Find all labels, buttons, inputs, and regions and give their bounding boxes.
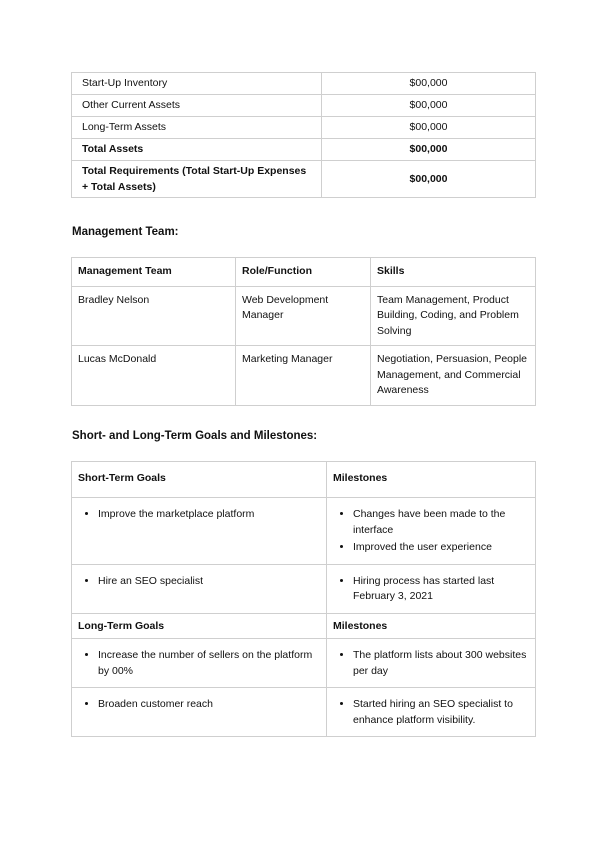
list-item: • Hiring process has started last February 3, 2021	[353, 574, 529, 605]
goal-list	[78, 648, 320, 679]
member-role: Marketing Manager	[236, 346, 371, 406]
column-header: Role/Function	[236, 258, 371, 287]
member-name: Bradley Nelson	[72, 286, 236, 346]
goal-list	[78, 697, 320, 713]
total-requirements-label: Total Requirements (Total Start-Up Expenses + Total Assets)	[72, 161, 322, 198]
table-row	[72, 564, 536, 613]
asset-value: $00,000	[322, 95, 536, 117]
list-item: • The platform lists about 300 websites per day	[353, 648, 529, 679]
list-item: • Changes have been made to the interface	[353, 507, 529, 538]
milestone-cell	[327, 498, 536, 565]
table-row	[72, 639, 536, 688]
goal-cell	[72, 688, 327, 737]
column-header: Skills	[371, 258, 536, 287]
total-assets-label: Total Assets	[72, 139, 322, 161]
goals-heading: Short- and Long-Term Goals and Milestones:	[72, 430, 318, 442]
member-skills: Negotiation, Persuasion, People Management, and Commercial Awareness	[371, 346, 536, 406]
member-role: Web Development Manager	[236, 286, 371, 346]
list-item: • Broaden customer reach	[98, 697, 320, 713]
list-item: • Started hiring an SEO specialist to enhance platform visibility.	[353, 697, 529, 728]
list-item: • Improved the user experience	[353, 540, 529, 556]
table-row	[72, 161, 536, 198]
goals-table	[71, 461, 536, 737]
column-header: Short-Term Goals	[72, 462, 327, 498]
total-assets-value: $00,000	[322, 139, 536, 161]
milestone-cell	[327, 688, 536, 737]
table-header-row	[72, 258, 536, 287]
management-table	[71, 257, 536, 406]
table-row	[72, 688, 536, 737]
table-row	[72, 346, 536, 406]
milestone-list	[333, 574, 529, 605]
table-header-row	[72, 462, 536, 498]
goal-cell	[72, 639, 327, 688]
asset-value: $00,000	[322, 117, 536, 139]
goal-list	[78, 507, 320, 523]
milestone-list	[333, 697, 529, 728]
table-row	[72, 117, 536, 139]
member-skills: Team Management, Product Building, Coding, and Problem Solving	[371, 286, 536, 346]
list-item: • Hire an SEO specialist	[98, 574, 320, 590]
goal-cell	[72, 564, 327, 613]
milestone-cell	[327, 639, 536, 688]
table-row	[72, 139, 536, 161]
goal-list	[78, 574, 320, 590]
member-name: Lucas McDonald	[72, 346, 236, 406]
milestone-list	[333, 648, 529, 679]
list-item: • Increase the number of sellers on the platform by 00%	[98, 648, 320, 679]
management-team-heading: Management Team:	[72, 226, 179, 238]
asset-label: Start-Up Inventory	[72, 73, 322, 95]
assets-table	[71, 72, 536, 198]
column-header: Milestones	[327, 462, 536, 498]
table-row	[72, 286, 536, 346]
table-row	[72, 73, 536, 95]
goal-cell	[72, 498, 327, 565]
list-item: • Improve the marketplace platform	[98, 507, 320, 523]
asset-value: $00,000	[322, 73, 536, 95]
column-header: Management Team	[72, 258, 236, 287]
table-row	[72, 498, 536, 565]
milestone-list	[333, 507, 529, 556]
column-header: Long-Term Goals	[72, 613, 327, 639]
column-header: Milestones	[327, 613, 536, 639]
table-row	[72, 95, 536, 117]
milestone-cell	[327, 564, 536, 613]
asset-label: Other Current Assets	[72, 95, 322, 117]
asset-label: Long-Term Assets	[72, 117, 322, 139]
table-subheader-row	[72, 613, 536, 639]
total-requirements-value: $00,000	[322, 161, 536, 198]
